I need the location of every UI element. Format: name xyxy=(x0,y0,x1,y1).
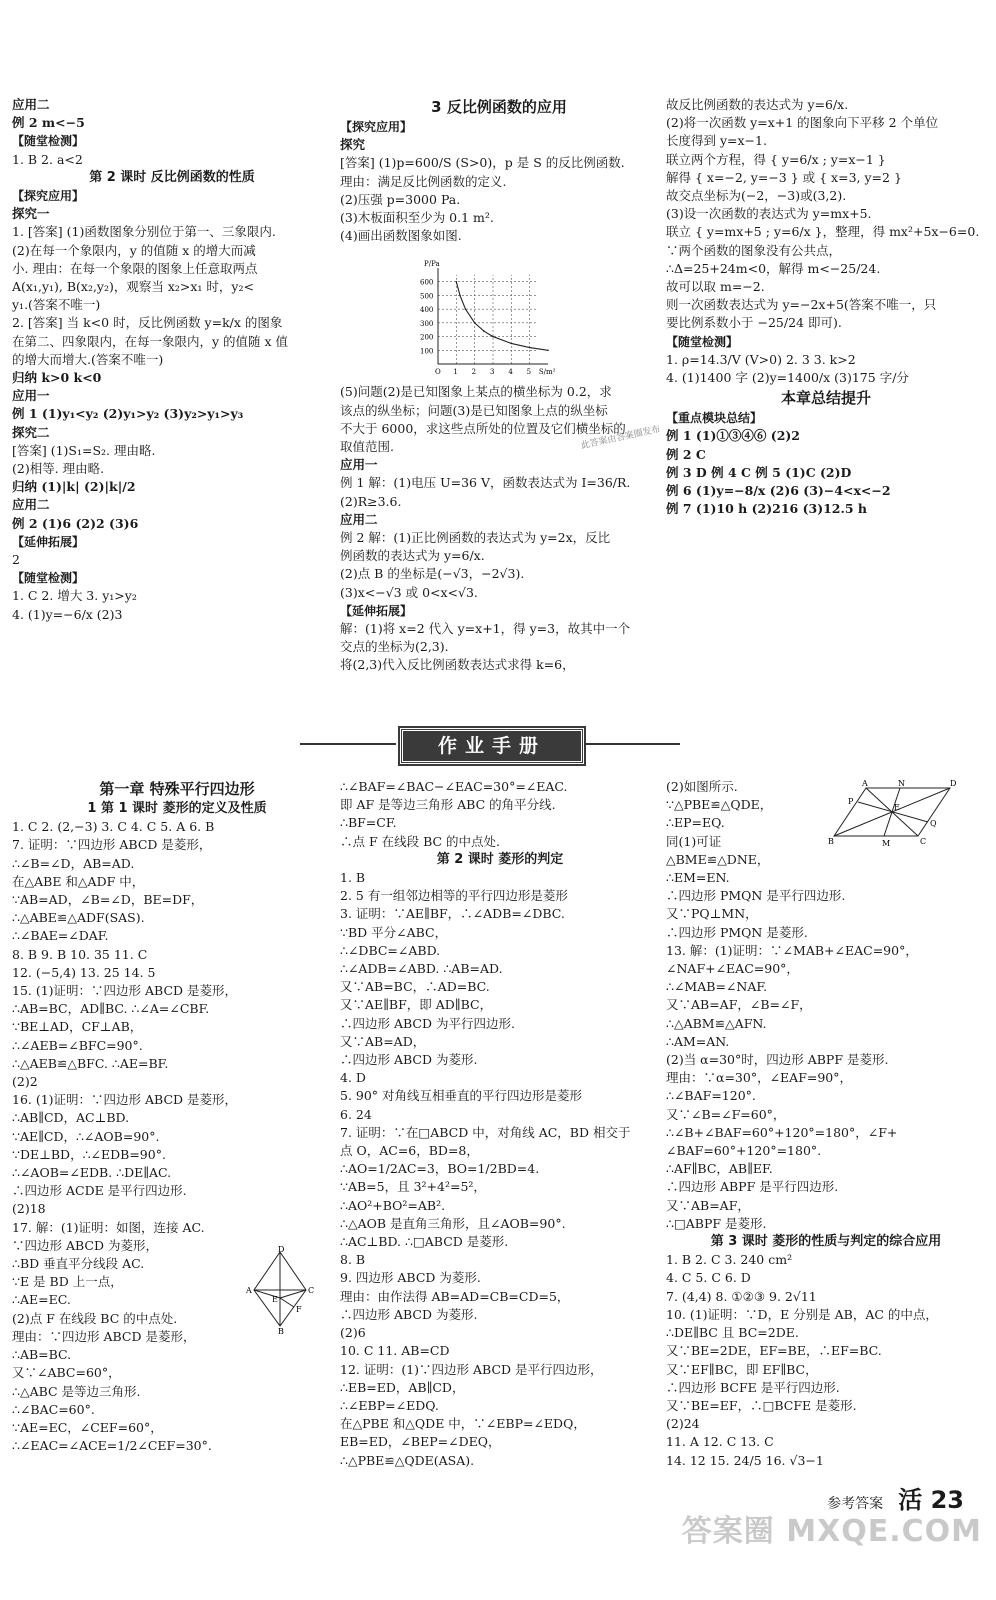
answer-line: ∴∠BAF=120°. xyxy=(666,1088,756,1104)
answer-line: 理由：满足反比例函数的定义. xyxy=(340,173,507,189)
answer-line: (2)R≥3.6. xyxy=(340,493,402,509)
answer-line: 故可以取 m=−2. xyxy=(666,279,765,295)
answer-line: 1. [答案] (1)函数图象分别位于第一、三象限内. xyxy=(12,224,276,240)
answer-line: 4. D xyxy=(340,1070,366,1086)
answer-line: 【探究应用】 xyxy=(12,189,85,204)
chart-y-tick: 400 xyxy=(420,306,434,315)
answer-line: (2)相等. 理由略. xyxy=(12,461,105,477)
parallelogram-label: D xyxy=(950,779,956,788)
answer-line: ∴AC⊥BD. ∴□ABCD 是菱形. xyxy=(340,1234,509,1250)
answer-line: 7. 证明：∵在□ABCD 中，对角线 AC，BD 相交于 xyxy=(340,1124,631,1140)
chart-data-point xyxy=(547,349,549,351)
answer-line: ∴∠B+∠BAF=60°+120°=180°，∠F+ xyxy=(666,1124,898,1140)
chart-series-line xyxy=(456,282,548,351)
chart-x-tick: 1 xyxy=(453,368,458,376)
answer-line: 【探究应用】 xyxy=(340,120,413,134)
rhombus-label: F xyxy=(296,1305,302,1314)
chart-data-point xyxy=(459,295,461,297)
section-heading: 第 2 课时 菱形的判定 xyxy=(436,851,564,867)
answer-line: 在△ABE 和△ADF 中， xyxy=(12,873,145,889)
chart-x-tick: 3 xyxy=(490,368,495,376)
answer-line: 12. 证明：(1)∵四边形 ABCD 是平行四边形， xyxy=(340,1361,603,1377)
answer-line: ∴AB=BC，AD∥BC. ∴∠A=∠CBF. xyxy=(12,1001,210,1017)
pressure-area-chart xyxy=(400,258,570,388)
answer-line: ∵BE⊥AD，CF⊥AB， xyxy=(12,1019,143,1035)
parallelogram-label: M xyxy=(882,839,891,848)
answer-line: 4. (1)1400 字 (2)y=1400/x (3)175 字/分 xyxy=(666,370,909,386)
answer-line: ∵四边形 ABCD 为菱形， xyxy=(12,1237,158,1253)
answer-line: (2)24 xyxy=(666,1416,700,1432)
chart-data-point xyxy=(511,343,513,345)
parallelogram-label: N xyxy=(898,779,905,788)
answer-line: (3)木板面积至少为 0.1 m². xyxy=(340,210,494,226)
answer-line: 交点的坐标为(2,3). xyxy=(340,639,449,655)
answer-line: ∴DE∥BC 且 BC=2DE. xyxy=(666,1325,799,1341)
answer-line: EB=ED，∠BEP=∠DEQ， xyxy=(340,1434,501,1450)
answer-line: 例 1 (1)y₁<y₂ (2)y₁>y₂ (3)y₂>y₁>y₃ xyxy=(12,406,244,422)
answer-line: ∴△AEB≌△BFC. ∴AE=BF. xyxy=(12,1055,169,1071)
answer-line: ∵E 是 BD 上一点， xyxy=(12,1274,123,1290)
answer-line: (2)点 B 的坐标是(−√3，−2√3). xyxy=(340,566,525,582)
section-heading: 3 反比例函数的应用 xyxy=(431,98,567,116)
rhombus-label: B xyxy=(278,1327,284,1334)
answer-line: 故交点坐标为(−2，−3)或(3,2). xyxy=(666,188,847,204)
answer-line: 14. 12 15. 24/5 16. √3−1 xyxy=(666,1452,824,1468)
answer-line: 应用一 xyxy=(340,457,378,473)
answer-line: 5. 90° 对角线互相垂直的平行四边形是菱形 xyxy=(340,1088,583,1104)
chart-y-tick: 100 xyxy=(420,347,434,356)
chart-y-tick: 500 xyxy=(420,292,434,301)
answer-line: 例 1 (1)①③④⑥ (2)2 xyxy=(666,428,801,444)
answer-line: 归纳 (1)|k| (2)|k|/2 xyxy=(12,479,136,495)
answer-line: ∴EM=EN. xyxy=(666,870,730,886)
answer-line: 归纳 k>0 k<0 xyxy=(12,370,102,386)
answer-line: ∴AF∥BC，AB∥EF. xyxy=(666,1161,773,1177)
answer-line: [答案] (1)S₁=S₂. 理由略. xyxy=(12,442,156,458)
chart-y-tick: 600 xyxy=(420,278,434,287)
answer-line: ∵两个函数的图象没有公共点， xyxy=(666,242,842,258)
answer-line: 故反比例函数的表达式为 y=6/x. xyxy=(666,97,849,112)
rhombus-label: C xyxy=(308,1286,315,1295)
answer-line: 又∵AB=AF，∠B=∠F， xyxy=(666,997,812,1013)
chart-data-point xyxy=(529,347,531,349)
answer-line: 例 3 D 例 4 C 例 5 (1)C (2)D xyxy=(666,464,852,480)
answer-line: (2)6 xyxy=(340,1325,366,1341)
answer-line: 又∵PQ⊥MN， xyxy=(666,906,758,922)
answer-line: 又∵AE∥BF，即 AD∥BC， xyxy=(340,997,493,1013)
answer-line: ∴AO=1/2AC=3，BO=1/2BD=4. xyxy=(340,1161,540,1177)
answer-line: 例 7 (1)10 h (2)216 (3)12.5 h xyxy=(666,501,867,517)
answer-line: ∴△ABM≌△AFN. xyxy=(666,1015,767,1031)
answer-line: 点 O，AC=6，BD=8， xyxy=(340,1143,479,1159)
answer-line: 应用二 xyxy=(12,497,50,513)
answer-line: ∵△PBE≌△QDE， xyxy=(666,797,773,813)
page-number: 活 23 xyxy=(898,1486,964,1514)
answer-line: 不大于 6000，求这些点所处的位置及它们横坐标的 xyxy=(340,420,626,436)
answer-line: 2 xyxy=(12,552,20,568)
answer-line: 10. C 11. AB=CD xyxy=(340,1343,450,1359)
answer-line: 13. 解：(1)证明：∵∠MAB+∠EAC=90°， xyxy=(666,942,918,958)
answer-line: 探究二 xyxy=(12,424,50,440)
answer-line: ∴△ABE≌△ADF(SAS). xyxy=(12,910,145,926)
answer-line: 7. (4,4) 8. ①②③ 9. 2√11 xyxy=(666,1288,817,1304)
answer-line: 16. (1)证明：∵四边形 ABCD 是菱形， xyxy=(12,1092,238,1108)
answer-line: ∴四边形 ABCD 为菱形. xyxy=(340,1052,478,1068)
answer-line: 【随堂检测】 xyxy=(12,571,85,586)
answer-line: 例函数的表达式为 y=6/x. xyxy=(340,548,485,564)
answer-line: ∴∠BAE=∠DAF. xyxy=(12,928,109,944)
answer-line: 4. (1)y=−6/x (2)3 xyxy=(12,606,123,622)
answer-line: 1. B 2. C 3. 240 cm² xyxy=(666,1252,793,1268)
answer-line: 9. 四边形 ABCD 为菱形. xyxy=(340,1270,481,1286)
answer-line: 又∵∠ABC=60°， xyxy=(12,1365,121,1381)
answer-line: ∴BF=CF. xyxy=(340,815,397,831)
chart-x-tick: O xyxy=(435,368,441,376)
answer-line: 【延伸拓展】 xyxy=(340,603,413,618)
answer-column-1 xyxy=(12,96,332,624)
answer-line: 1. C 2. 增大 3. y₁>y₂ xyxy=(12,588,137,604)
answer-line: ∴四边形 BCFE 是平行四边形. xyxy=(666,1379,840,1395)
answer-line: 12. (−5,4) 13. 25 14. 5 xyxy=(12,964,156,980)
chart-data-point xyxy=(492,336,494,338)
answer-line: 又∵∠B=∠F=60°， xyxy=(666,1106,786,1122)
answer-line: 15. (1)证明：∵四边形 ABCD 是菱形， xyxy=(12,983,238,999)
answer-line: ∵AE∥CD，∴∠AOB=90°. xyxy=(12,1128,160,1144)
answer-line: ∴∠AEB=∠BFC=90°. xyxy=(12,1037,143,1053)
answer-line: 长度得到 y=x−1. xyxy=(666,133,767,149)
answer-line: ∴∠B=∠D，AB=AD. xyxy=(12,855,135,871)
answer-line: 要比例系数小于 −25/24 即可). xyxy=(666,315,842,331)
parallelogram-label: C xyxy=(920,837,927,846)
answer-line: ∴四边形 ABCD 为菱形. xyxy=(340,1306,478,1322)
answer-line: 又∵AB=AF， xyxy=(666,1197,750,1213)
answer-line: 例 2 m<−5 xyxy=(12,115,85,131)
answer-column-3 xyxy=(666,96,986,518)
parallelogram-label: A xyxy=(862,779,868,788)
answer-line: 理由：∵四边形 ABCD 是菱形， xyxy=(12,1328,196,1344)
answer-line: 例 2 (1)6 (2)2 (3)6 xyxy=(12,515,139,531)
answer-line: (2)在每一个象限内，y 的值随 x 的增大而减 xyxy=(12,242,256,258)
answer-line: ∴AM=AN. xyxy=(666,1033,730,1049)
answer-line: ∴∠BAF=∠BAC−∠EAC=30°=∠EAC. xyxy=(340,779,568,794)
answer-line: (2)如图所示. xyxy=(666,779,738,794)
section-heading: 第 2 课时 反比例函数的性质 xyxy=(89,169,255,185)
chart-y-tick: 200 xyxy=(420,333,434,342)
answer-line: 11. A 12. C 13. C xyxy=(666,1434,774,1450)
answer-column-5 xyxy=(340,778,660,1470)
answer-line: ∴四边形 PMQN 是菱形. xyxy=(666,924,808,940)
answer-line: 1. ρ=14.3/V (V>0) 2. 3 3. k>2 xyxy=(666,351,856,367)
answer-line: 在△PBE 和△QDE 中，∵∠EBP=∠EDQ， xyxy=(340,1416,586,1432)
answer-line: 在第二、四象限内，在每一象限内，y 的值随 x 值 xyxy=(12,333,289,349)
answer-line: ∴∠MAB=∠NAF. xyxy=(666,979,768,995)
section-heading: 1 第 1 课时 菱形的定义及性质 xyxy=(87,801,267,816)
answer-line: ∴△PBE≌△QDE(ASA). xyxy=(340,1452,475,1468)
answer-line: A(x₁,y₁), B(x₂,y₂)，观察当 x₂>x₁ 时，y₂< xyxy=(12,279,254,295)
answer-line: ∠NAF+∠EAC=90°， xyxy=(666,961,799,977)
answer-line: 1. B 2. a<2 xyxy=(12,151,83,167)
answer-line: ∴Δ=25+24m<0，解得 m<−25/24. xyxy=(666,260,881,276)
chart-data-point xyxy=(456,281,458,283)
answer-line: (5)问题(2)是已知图象上某点的横坐标为 0.2，求 xyxy=(340,384,612,400)
answer-line: ∴AO²+BO²=AB². xyxy=(340,1197,446,1213)
answer-line: ∵BD 平分∠ABC， xyxy=(340,924,448,940)
answer-column-6 xyxy=(666,778,986,1470)
answer-line: 又∵BE=2DE，EF=BE，∴EF=BC. xyxy=(666,1343,882,1359)
answer-line: 联立两个方程，得 { y=6/x ; y=x−1 } xyxy=(666,151,886,167)
answer-line: 例 2 解：(1)正比例函数的表达式为 y=2x，反比 xyxy=(340,530,611,546)
rhombus-figure xyxy=(244,1246,320,1334)
answer-line: 【重点模块总结】 xyxy=(666,411,763,426)
answer-line: ∴AB∥CD，AC⊥BD. xyxy=(12,1110,130,1126)
answer-line: ∴四边形 ACDE 是平行四边形. xyxy=(12,1183,187,1199)
answer-line: 则一次函数表达式为 y=−2x+5(答案不唯一，只 xyxy=(666,297,937,313)
answer-line: ∴EB=ED，AB∥CD， xyxy=(340,1379,465,1395)
answer-line: 应用二 xyxy=(340,511,378,527)
answer-line: 理由：∵α=30°，∠EAF=90°， xyxy=(666,1070,852,1086)
answer-line: ∴四边形 PMQN 是平行四边形. xyxy=(666,888,846,904)
answer-line: (2)当 α=30°时，四边形 ABPF 是菱形. xyxy=(666,1052,889,1068)
answer-line: ∴□ABPF 是菱形. xyxy=(666,1215,767,1231)
answer-line: (4)画出函数图象如图. xyxy=(340,228,462,244)
answer-line: (2)18 xyxy=(12,1201,46,1217)
answer-line: (2)2 xyxy=(12,1074,38,1090)
chart-data-point xyxy=(465,308,467,310)
answer-line: 理由：由作法得 AB=AD=CB=CD=5， xyxy=(340,1288,570,1304)
answer-line: ∴BD 垂直平分线段 AC. xyxy=(12,1256,145,1272)
section-heading: 第一章 特殊平行四边形 xyxy=(99,780,255,798)
answer-line: ∴∠DBC=∠ABD. xyxy=(340,942,441,958)
banner-title: 作业手册 xyxy=(400,728,584,764)
section-heading: 本章总结提升 xyxy=(780,389,871,408)
answer-line: 7. 证明：∵四边形 ABCD 是菱形， xyxy=(12,837,212,853)
answer-line: 解：(1)将 x=2 代入 y=x+1，得 y=3，故其中一个 xyxy=(340,621,631,637)
parallelogram-label: P xyxy=(848,797,854,806)
answer-line: (2)压强 p=3000 Pa. xyxy=(340,191,461,207)
answer-column-4 xyxy=(12,778,342,1455)
answer-line: 将(2,3)代入反比例函数表达式求得 k=6， xyxy=(340,657,575,673)
answer-line: ∴四边形 ABCD 为平行四边形. xyxy=(340,1015,515,1031)
answer-line: (3)x<−√3 或 0<x<√3. xyxy=(340,584,478,600)
answer-line: 解得 { x=−2, y=−3 } 或 { x=3, y=2 } xyxy=(666,169,902,185)
answer-line: 又∵EF∥BC，即 EF∥BC， xyxy=(666,1361,818,1377)
parallelogram-label: E xyxy=(894,803,900,812)
answer-line: ∴∠ADB=∠ABD. ∴AB=AD. xyxy=(340,961,503,977)
answer-line: 2. [答案] 当 k<0 时，反比例函数 y=k/x 的图象 xyxy=(12,315,283,331)
answer-line: 应用二 xyxy=(12,97,50,112)
answer-line: 又∵AB=AD， xyxy=(340,1033,426,1049)
answer-line: 例 6 (1)y=−8/x (2)6 (3)−4<x<−2 xyxy=(666,483,891,499)
answer-line: 应用一 xyxy=(12,388,50,404)
answer-line: ∴△AOB 是直角三角形，且∠AOB=90°. xyxy=(340,1215,566,1231)
answer-line: ∴四边形 ABPF 是平行四边形. xyxy=(666,1179,839,1195)
answer-line: [答案] (1)p=600/S (S>0)，p 是 S 的反比例函数. xyxy=(340,155,625,171)
banner-rule-left xyxy=(300,743,396,745)
chart-y-tick: 300 xyxy=(420,319,434,328)
answer-line: 例 2 C xyxy=(666,446,706,462)
answer-line: y₁.(答案不唯一) xyxy=(12,297,101,313)
answer-line: ∴∠BAC=60°. xyxy=(12,1401,95,1417)
chart-y-label: P/Pa xyxy=(424,260,440,268)
answer-line: 【延伸拓展】 xyxy=(12,534,85,549)
answer-line: ∴∠AOB=∠EDB. ∴DE∥AC. xyxy=(12,1165,172,1181)
answer-line: 又∵BE=EF，∴□BCFE 是菱形. xyxy=(666,1397,857,1413)
answer-line: 探究一 xyxy=(12,206,50,222)
answer-line: 【随堂检测】 xyxy=(12,134,85,149)
answer-line: ∴△ABC 是等边三角形. xyxy=(12,1383,141,1399)
parallelogram-figure xyxy=(826,778,956,850)
answer-line: 4. C 5. C 6. D xyxy=(666,1270,751,1286)
answer-line: ∴∠EBP=∠EDQ. xyxy=(340,1397,439,1413)
answer-line: 1. B xyxy=(340,870,366,886)
rhombus-label: E xyxy=(272,1295,278,1304)
answer-line: 8. B xyxy=(340,1252,366,1268)
answer-line: ∴点 F 在线段 BC 的中点处. xyxy=(340,833,501,849)
answer-line: 探究 xyxy=(340,137,366,153)
answer-line: (2)点 F 在线段 BC 的中点处. xyxy=(12,1310,178,1326)
chart-x-tick: 5 xyxy=(526,368,532,376)
answer-line: 1. C 2. (2,−3) 3. C 4. C 5. A 6. B xyxy=(12,819,215,835)
answer-line: △BME≌△DNE， xyxy=(666,851,770,867)
answer-line: ∵AE=EC，∠CEF=60°， xyxy=(12,1419,163,1435)
answer-line: 例 1 解：(1)电压 U=36 V，函数表达式为 I=36/R. xyxy=(340,475,631,491)
answer-line: 该点的纵坐标；问题(3)是已知图象上点的纵坐标 xyxy=(340,402,608,418)
banner-rule-right xyxy=(584,743,680,745)
answer-line: 小. 理由：在每一个象限的图象上任意取两点 xyxy=(12,260,258,276)
answer-line: ∵AB=AD，∠B=∠D，BE=DF， xyxy=(12,892,204,908)
answer-line: ∵DE⊥BD，∴∠EDB=90°. xyxy=(12,1146,166,1162)
rhombus-label: A xyxy=(246,1286,252,1295)
answer-line: ∴EP=EQ. xyxy=(666,815,725,831)
answer-line: 的增大而增大.(答案不唯一) xyxy=(12,351,164,367)
site-watermark: 答案圈 MXQE.COM xyxy=(681,1514,982,1549)
section-banner xyxy=(300,726,680,762)
answer-line: ∵AB=5，且 3²+4²=5²， xyxy=(340,1179,486,1195)
answer-line: (2)将一次函数 y=x+1 的图象向下平移 2 个单位 xyxy=(666,115,939,131)
chart-x-tick: 2 xyxy=(471,368,477,376)
answer-line: 又∵AB=BC，∴AD=BC. xyxy=(340,979,490,995)
parallelogram-label: B xyxy=(828,837,834,846)
chart-data-point xyxy=(483,330,485,332)
answer-line: 3. 证明：∵AE∥BF，∴∠ADB=∠DBC. xyxy=(340,906,565,922)
rhombus-label: D xyxy=(278,1246,285,1254)
footer-label: 参考答案 xyxy=(827,1496,884,1512)
answer-line: ∴∠EAC=∠ACE=1/2∠CEF=30°. xyxy=(12,1438,212,1454)
answer-line: ∴AB=BC. xyxy=(12,1347,72,1363)
answer-line: 取值范围. xyxy=(340,439,394,455)
chart-x-tick: 4 xyxy=(508,368,513,376)
chart-data-point xyxy=(474,322,476,324)
answer-line: 10. (1)证明：∵D，E 分别是 AB，AC 的中点， xyxy=(666,1306,938,1322)
answer-line: ∠BAF=60°+120°=180°. xyxy=(666,1143,822,1159)
chart-x-label: S/m² xyxy=(538,368,556,376)
parallelogram-label: Q xyxy=(930,819,937,828)
answer-line: 17. 解：(1)证明：如图，连接 AC. xyxy=(12,1219,205,1235)
answer-line: 2. 5 有一组邻边相等的平行四边形是菱形 xyxy=(340,888,568,904)
answer-line: 【随堂检测】 xyxy=(666,334,739,349)
answer-line: 8. B 9. B 10. 35 11. C xyxy=(12,946,148,962)
answer-line: ∴AE=EC. xyxy=(12,1292,71,1308)
watermark-stamp: 此答案由答案圈发布 xyxy=(580,424,662,452)
answer-line: 6. 24 xyxy=(340,1106,372,1122)
answer-line: 同(1)可证 xyxy=(666,833,722,849)
answer-line: 即 AF 是等边三角形 ABC 的角平分线. xyxy=(340,797,556,813)
answer-line: (3)设一次函数的表达式为 y=mx+5. xyxy=(666,206,872,222)
section-heading: 第 3 课时 菱形的性质与判定的综合应用 xyxy=(710,1234,942,1250)
answer-line: 联立 { y=mx+5 ; y=6/x }，整理，得 mx²+5x−6=0. xyxy=(666,224,980,240)
